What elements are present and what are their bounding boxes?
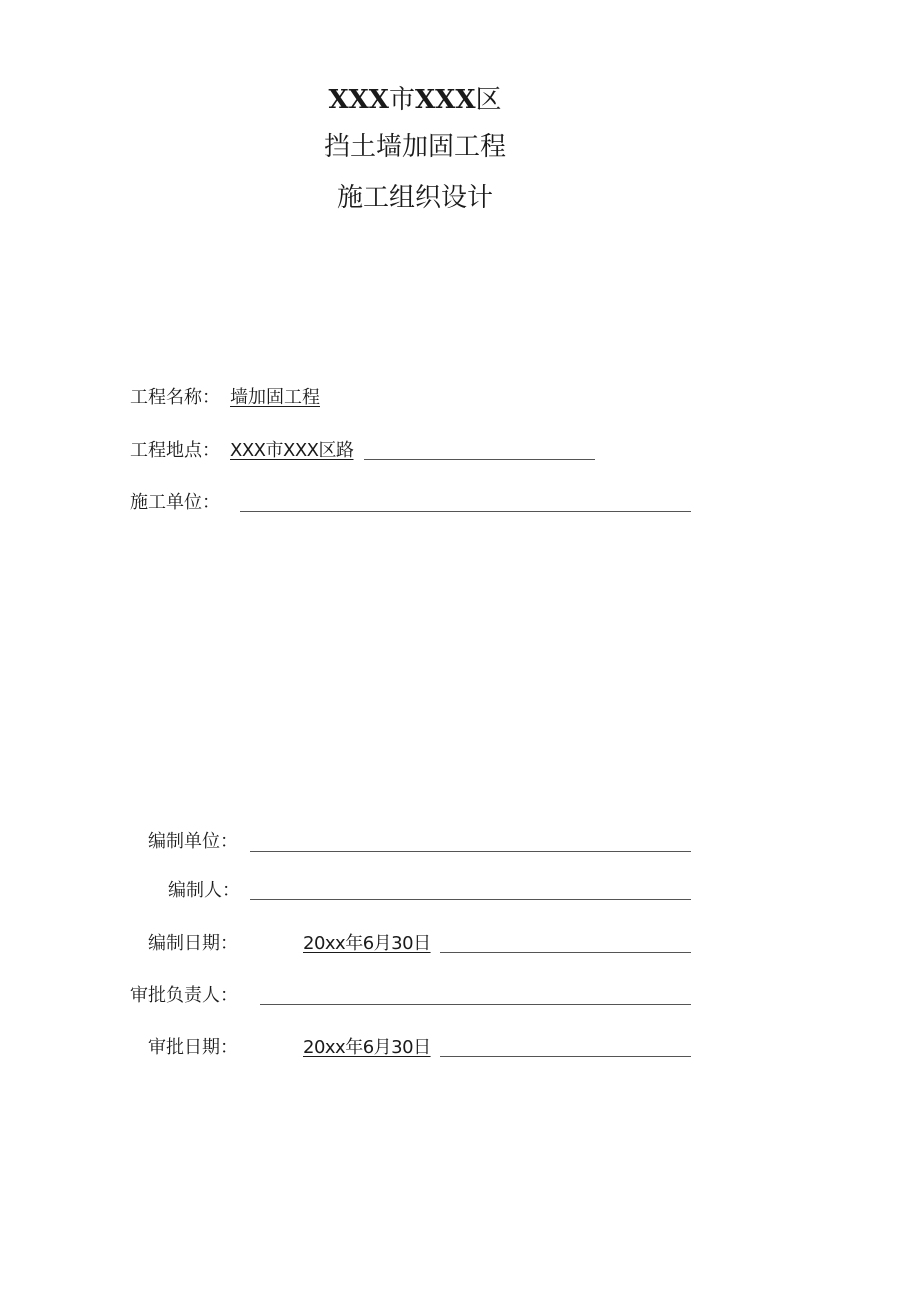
project-location-label: 工程地点：	[130, 440, 220, 461]
contractor-label: 施工单位：	[130, 492, 220, 513]
title-city-suffix: 市	[388, 85, 415, 115]
approval-date-underline	[440, 1056, 691, 1057]
document-title-line-3: 施工组织设计	[336, 183, 493, 213]
approver-underline	[260, 1004, 691, 1005]
compile-date-value: 20xx年6月30日	[303, 933, 431, 954]
document-title-line-2: 挡土墙加固工程	[323, 132, 506, 162]
contractor-underline	[240, 511, 691, 512]
project-name-label: 工程名称：	[130, 387, 220, 408]
title-district-placeholder: XXX	[415, 85, 476, 115]
title-city-placeholder: XXX	[328, 85, 389, 115]
compile-date-label: 编制日期：	[148, 933, 238, 954]
approver-label: 审批负责人：	[130, 985, 238, 1006]
compile-date-underline	[440, 952, 691, 953]
approval-date-label: 审批日期：	[148, 1037, 238, 1058]
project-location-underline	[364, 459, 595, 460]
compile-unit-label: 编制单位：	[148, 831, 238, 852]
project-location-value: XXX市XXX区路	[230, 440, 354, 461]
compile-unit-underline	[250, 851, 691, 852]
compiler-label: 编制人：	[168, 880, 240, 901]
compiler-underline	[250, 899, 691, 900]
document-title-line-1	[0, 84, 830, 116]
title-district-suffix: 区	[475, 85, 502, 115]
approval-date-value: 20xx年6月30日	[303, 1037, 431, 1058]
project-name-value: 墙加固工程	[230, 387, 320, 408]
